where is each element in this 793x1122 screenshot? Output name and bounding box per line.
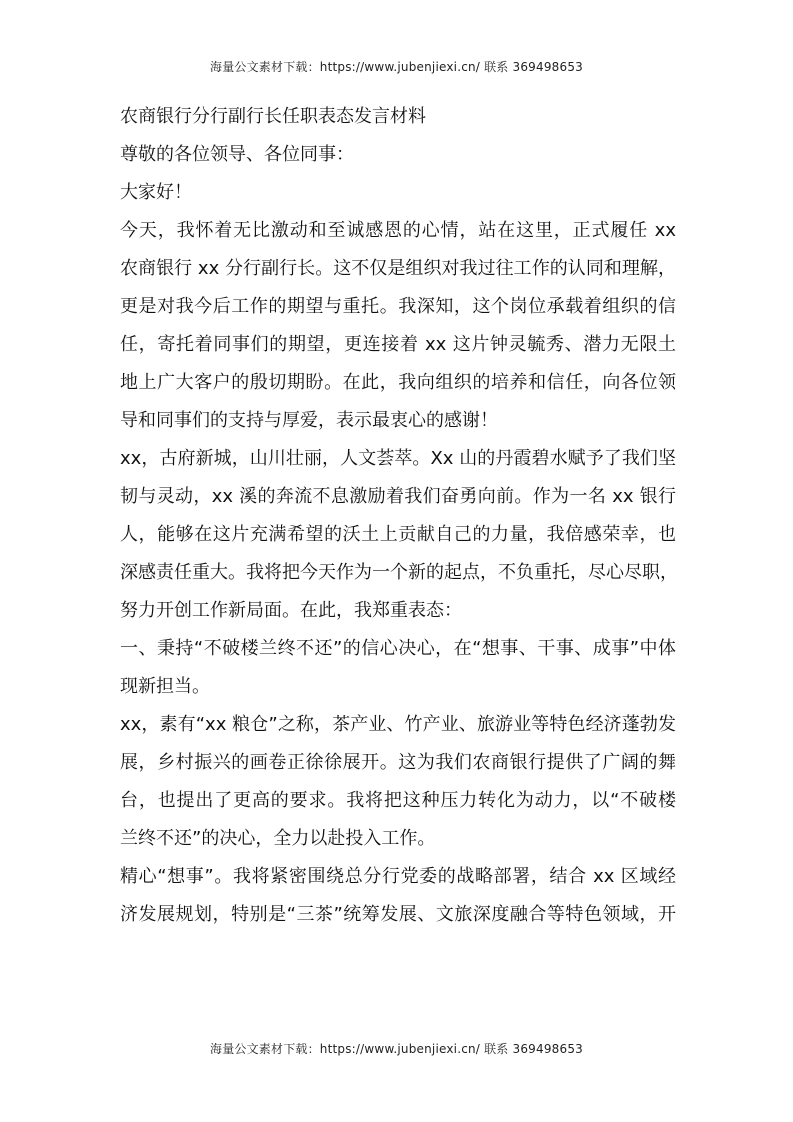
document-body [120, 98, 676, 934]
page-header: 海量公文素材下载：https://www.jubenjiexi.cn/ 联系 369498653 [210, 60, 583, 74]
paragraph-line: 地上广大客户的殷切期盼。在此，我向组织的培养和信任，向各位领 [120, 372, 676, 393]
document-title: 农商银行分行副行长任职表态发言材料 [120, 106, 426, 127]
paragraph-line: 导和同事们的支持与厚爱，表示最衷心的感谢！ [120, 410, 498, 431]
paragraph-line: xx，古府新城，山川壮丽，人文荟萃。Xx 山的丹霞碧水赋予了我们坚 [120, 448, 676, 469]
paragraph-line: 韧与灵动，xx 溪的奔流不息激励着我们奋勇向前。作为一名 xx 银行 [120, 486, 676, 507]
paragraph-line: 台，也提出了更高的要求。我将把这种压力转化为动力，以“不破楼 [120, 790, 676, 811]
greeting: 大家好！ [120, 182, 192, 203]
paragraph-line: 更是对我今后工作的期望与重托。我深知，这个岗位承载着组织的信 [120, 296, 676, 317]
paragraph-line: 兰终不还”的决心，全力以赴投入工作。 [120, 828, 436, 849]
paragraph-line: 任，寄托着同事们的期望，更连接着 xx 这片钟灵毓秀、潜力无限土 [120, 334, 676, 355]
heading-line: 现新担当。 [120, 676, 210, 697]
paragraph-1 [120, 212, 676, 440]
paragraph-line: 努力开创工作新局面。在此，我郑重表态： [120, 600, 462, 621]
paragraph-line: 人，能够在这片充满希望的沃土上贡献自己的力量，我倍感荣幸，也 [120, 524, 676, 545]
paragraph-line: 今天，我怀着无比激动和至诚感恩的心情，站在这里，正式履任 xx [120, 220, 676, 241]
paragraph-line: 农商银行 xx 分行副行长。这不仅是组织对我过往工作的认同和理解， [120, 258, 676, 279]
paragraph-4 [120, 858, 676, 934]
paragraph-line: 展，乡村振兴的画卷正徐徐展开。这为我们农商银行提供了广阔的舞 [120, 752, 676, 773]
salutation: 尊敬的各位领导、各位同事： [120, 144, 354, 165]
paragraph-line: 深感责任重大。我将把今天作为一个新的起点，不负重托，尽心尽职， [120, 562, 678, 583]
paragraph-3 [120, 706, 676, 858]
section-heading-1 [120, 630, 676, 706]
heading-line: 一、秉持“不破楼兰终不还”的信心决心，在“想事、干事、成事”中体 [120, 638, 676, 659]
paragraph-line: 济发展规划，特别是“三茶”统筹发展、文旅深度融合等特色领域，开 [120, 904, 676, 925]
page-footer: 海量公文素材下载：https://www.jubenjiexi.cn/ 联系 369498653 [210, 1042, 583, 1056]
paragraph-line: xx，素有“xx 粮仓”之称，茶产业、竹产业、旅游业等特色经济蓬勃发 [120, 714, 676, 735]
paragraph-2 [120, 440, 676, 630]
paragraph-line: 精心“想事”。我将紧密围绕总分行党委的战略部署，结合 xx 区域经 [120, 866, 676, 887]
